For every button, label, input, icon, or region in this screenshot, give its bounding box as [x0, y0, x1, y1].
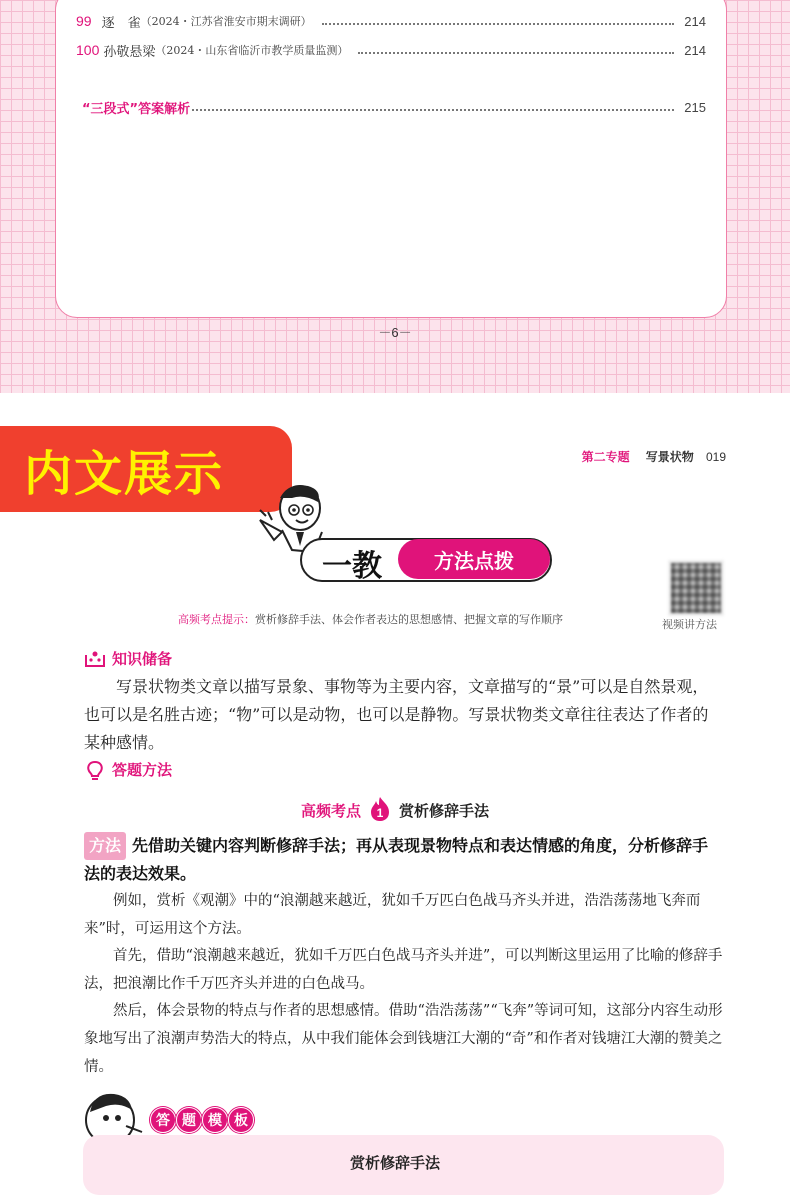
- header-subtopic: 写景状物: [645, 450, 694, 464]
- toc-entry-page: 215: [684, 99, 706, 115]
- toc-page: [0, 0, 790, 393]
- toc-entry-source: （2024・江苏省淮安市期末调研）: [140, 15, 312, 28]
- template-badge: 题: [176, 1107, 202, 1133]
- toc-entry-page: 214: [684, 13, 706, 29]
- knowledge-heading-text: 知识储备: [112, 650, 173, 668]
- toc-leader-dots: [322, 23, 675, 25]
- header-page-number: 019: [705, 450, 726, 464]
- knowledge-heading: [84, 648, 172, 669]
- qr-code[interactable]: [668, 560, 724, 616]
- key-point-number: 1: [376, 806, 384, 820]
- toc-entry-number: 100: [76, 42, 100, 58]
- toc-entry[interactable]: [76, 10, 706, 32]
- template-badge: 模: [202, 1107, 228, 1133]
- key-point-name: 赏析修辞手法: [399, 802, 490, 820]
- toc-entry-title: 孙敬悬梁: [103, 44, 156, 60]
- qr-caption: 视频讲方法: [662, 618, 717, 631]
- running-header: [582, 448, 726, 465]
- lightbulb-icon: [84, 760, 106, 780]
- page-number: －6－: [378, 325, 412, 340]
- showcase-banner: [0, 426, 292, 512]
- toc-entry-source: （2024・山东省临沂市教学质量监测）: [155, 44, 349, 57]
- answer-method-heading: [84, 759, 172, 780]
- template-title: 赏析修辞手法: [349, 1154, 440, 1172]
- hint-text: 赏析修辞手法、体会作者表达的思想感情、把握文章的写作顺序: [255, 613, 563, 626]
- key-point-title: [0, 796, 790, 822]
- step-first-paragraph: 首先，借助“浪潮越来越近，犹如千万匹白色战马齐头并进”，可以判断这里运用了比喻的修辞手法，把浪潮比作千万匹齐头并进的白色战马。: [84, 948, 723, 992]
- banner-text: 内文展示: [24, 445, 225, 502]
- teach-word: 一教: [322, 549, 382, 584]
- knowledge-box-icon: [84, 649, 106, 669]
- knowledge-body: 写景状物类文章以描写景象、事物等为主要内容，文章描写的“景”可以是自然景观，也可以是名胜古迹；“物”可以是动物，也可以是静物。写景状物类文章往往表达了作者的某种感情。: [84, 677, 709, 752]
- high-frequency-hint: [178, 611, 563, 627]
- toc-entry-page: 214: [684, 42, 706, 58]
- hint-label: 高频考点提示：: [178, 613, 255, 626]
- toc-answer-analysis-entry[interactable]: [82, 96, 706, 118]
- toc-entry[interactable]: [76, 39, 706, 61]
- toc-entry-title: 逐 雀: [101, 15, 141, 31]
- method-statement: [84, 832, 724, 888]
- method-text: 先借助关键内容判断修辞手法；再从表现景物特点和表达情感的角度，分析修辞手法的表达效果。: [84, 836, 709, 883]
- key-point-label: 高频考点: [300, 802, 361, 820]
- toc-leader-dots: [192, 109, 674, 111]
- toc-entry-number: 99: [76, 13, 92, 29]
- step-then-paragraph: 然后，体会景物的特点与作者的思想感情。借助“浩浩荡荡”“飞奔”等词可知，这部分内容生动形象地写出了浪潮声势浩大的特点，从中我们能体会到钱塘江大潮的“奇”和作者对钱塘江大潮的赞美之情。: [84, 1003, 723, 1075]
- example-paragraph: 例如，赏析《观潮》中的“浪潮越来越近，犹如千万匹白色战马齐头并进，浩浩荡荡地飞奔而来”时，可运用这个方法。: [84, 893, 701, 937]
- flame-number-icon: [369, 796, 391, 822]
- toc-leader-dots: [358, 52, 674, 54]
- template-badge: 答: [150, 1107, 176, 1133]
- answer-method-heading-text: 答题方法: [112, 761, 173, 779]
- toc-answer-analysis-label: “三段式”答案解析: [82, 101, 191, 117]
- header-topic: 第二专题: [581, 450, 630, 464]
- method-tips-badge: 方法点拨: [398, 539, 550, 579]
- template-badge: 板: [228, 1107, 254, 1133]
- method-tag: 方法: [84, 832, 126, 860]
